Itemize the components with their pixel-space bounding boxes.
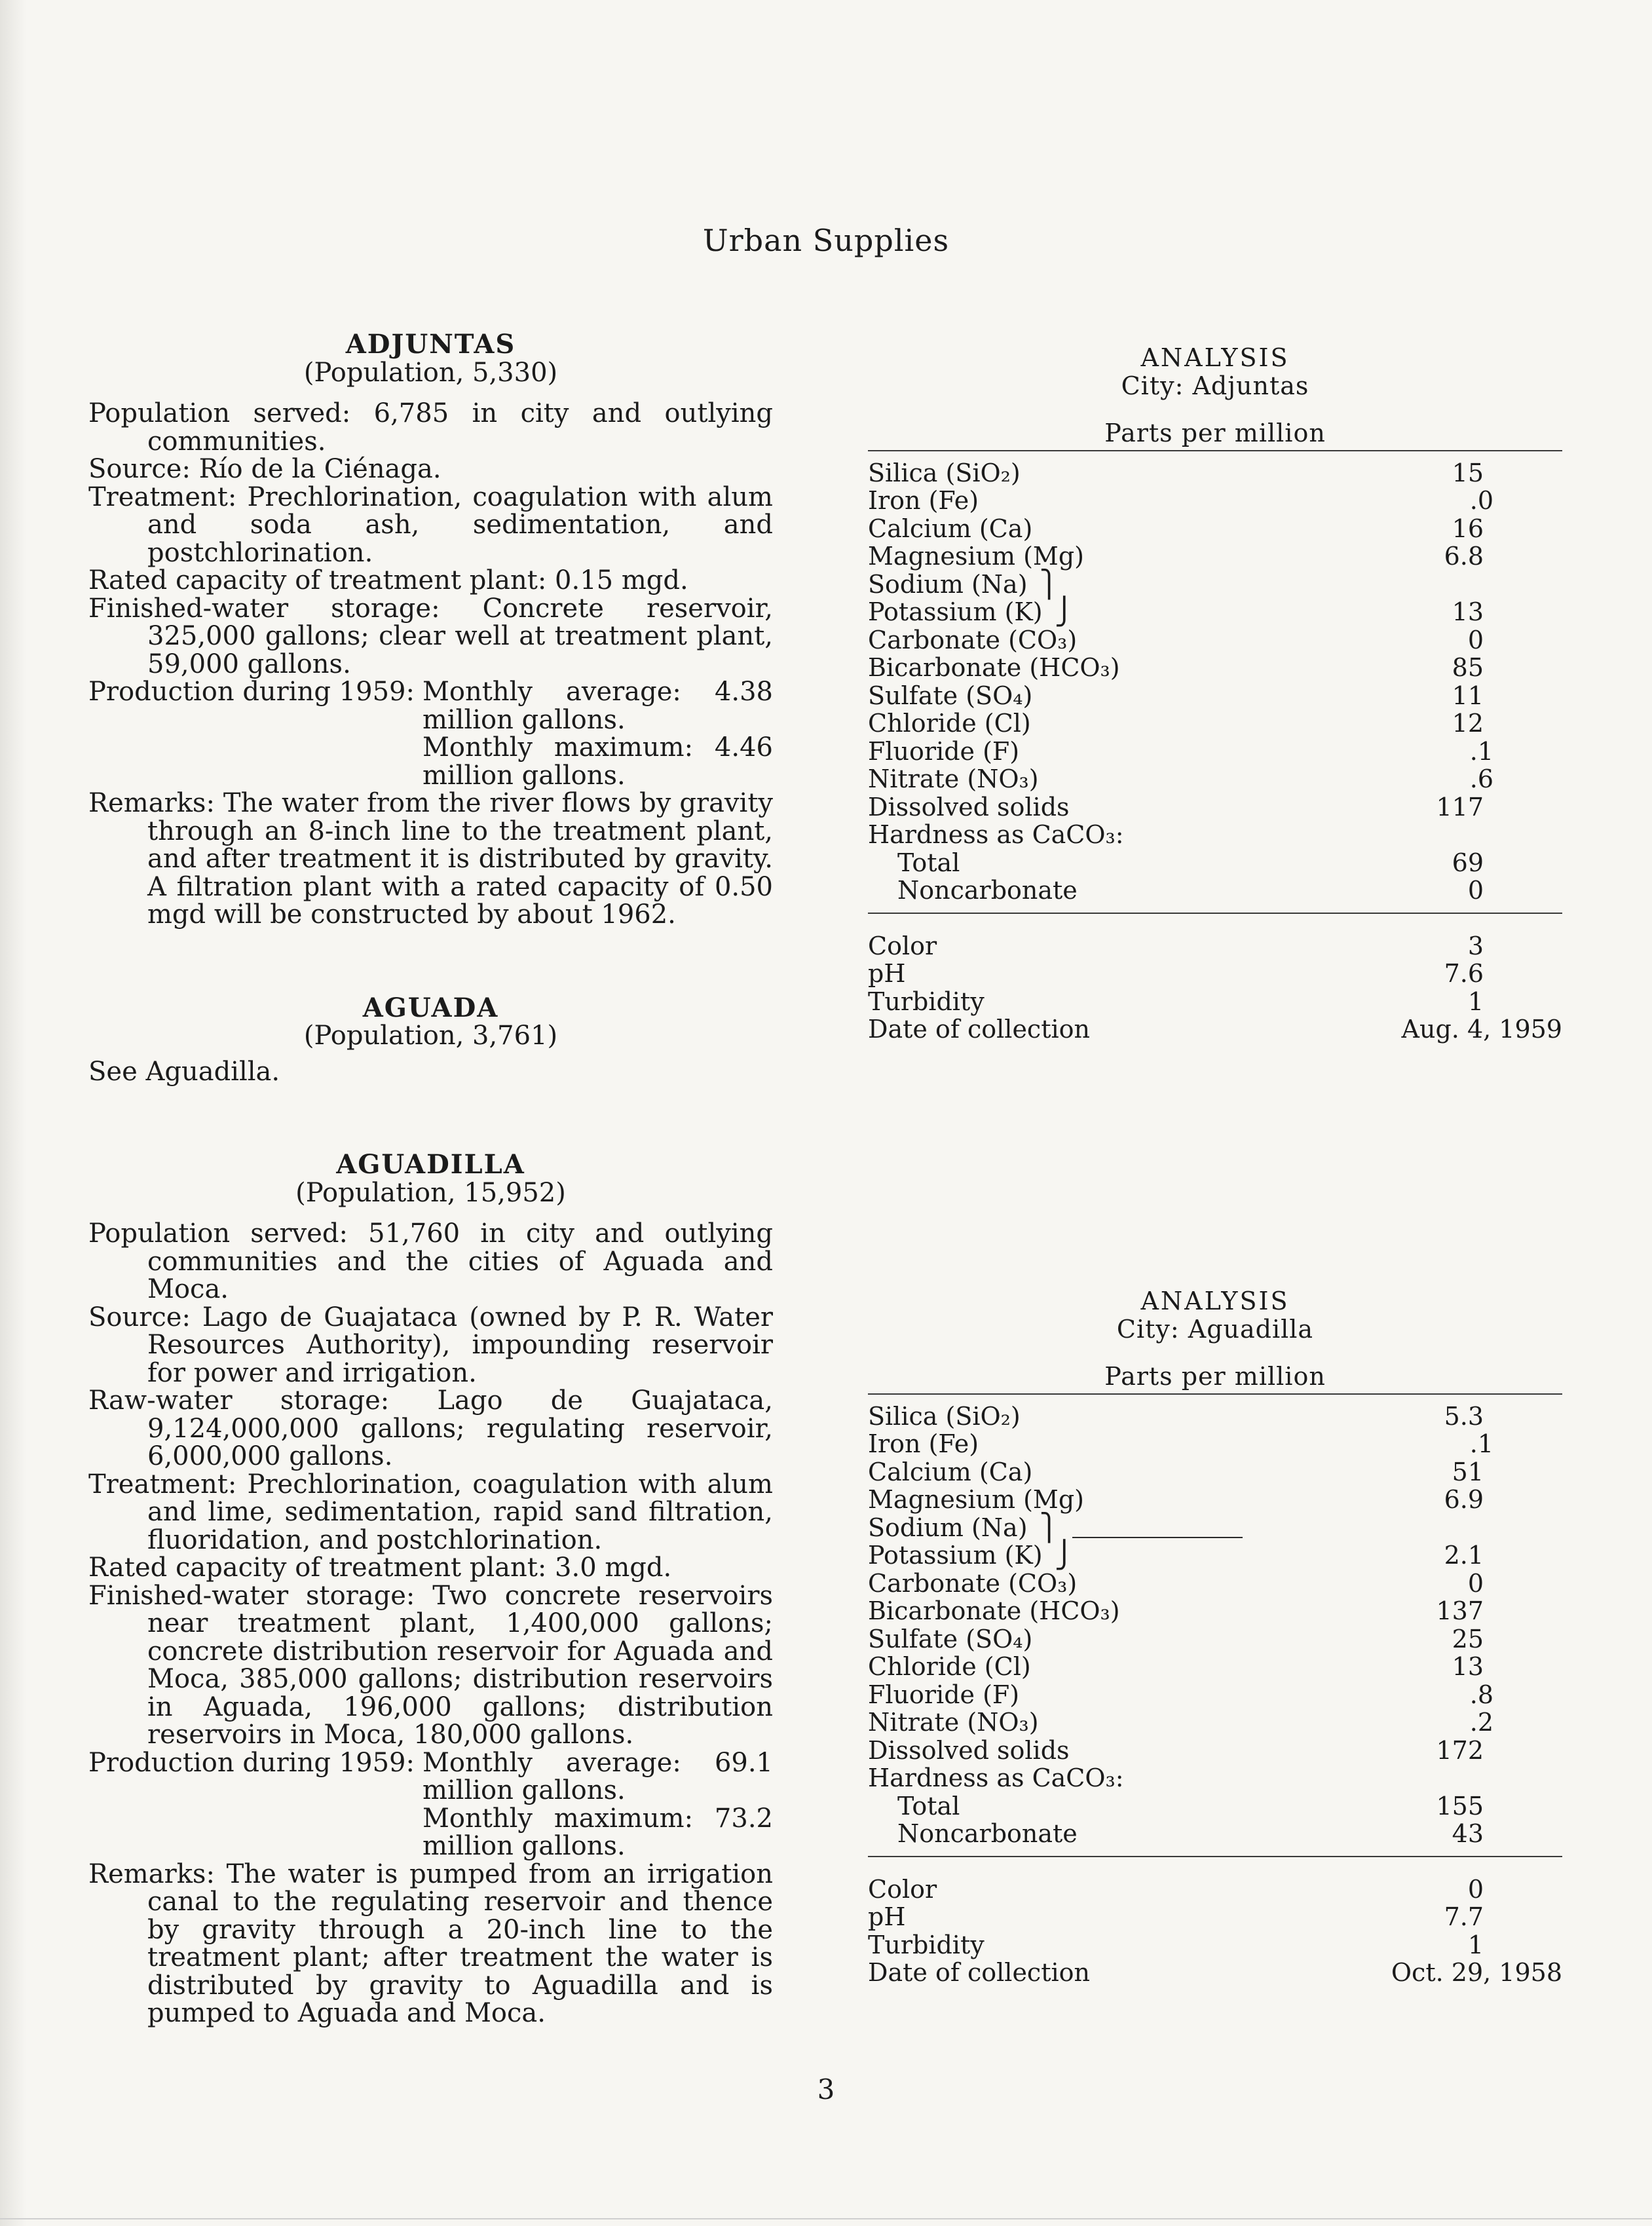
analysis-row xyxy=(868,1458,1562,1486)
raw-water-storage: Raw-water storage: Lago de Guajataca, 9,124,000,000 gallons; regulating reservoir, 6,000,000 gallons. xyxy=(88,1386,773,1471)
row-label-text: Hardness as CaCO₃: xyxy=(868,820,1124,849)
analysis-row-label xyxy=(868,1681,1436,1709)
row-label-text: Sulfate (SO₄) xyxy=(868,1624,1033,1653)
analysis-units: Parts per million xyxy=(1104,1362,1326,1391)
scan-bottom-edge xyxy=(0,2218,1652,2219)
rated-capacity: Rated capacity of treatment plant: 3.0 mgd. xyxy=(88,1553,672,1583)
analysis-row-label xyxy=(868,877,1436,905)
analysis-row-label: Turbidity xyxy=(868,987,985,1016)
table-rule-bottom xyxy=(868,913,1562,914)
analysis-row-value: 1 xyxy=(1467,1930,1484,1959)
analysis-row xyxy=(868,1625,1562,1653)
analysis-row-label xyxy=(868,709,1436,738)
analysis-row-label xyxy=(868,765,1436,793)
analysis-row xyxy=(868,598,1562,626)
analysis-row-label xyxy=(868,459,1436,487)
analysis-row xyxy=(868,1403,1562,1431)
analysis-extra-table xyxy=(868,932,1562,1044)
analysis-row-label xyxy=(868,1486,1436,1514)
analysis-row-value: 5.3 xyxy=(1444,1401,1484,1431)
analysis-row-value: 117 xyxy=(1436,792,1484,821)
entry-title: AGUADA xyxy=(362,992,499,1023)
analysis-table xyxy=(868,459,1562,905)
analysis-row-label xyxy=(868,598,1436,626)
analysis-row xyxy=(868,821,1562,849)
row-label-text: Bicarbonate (HCO₃) xyxy=(868,653,1120,682)
analysis-extra-row xyxy=(868,932,1562,960)
entry-aguadilla xyxy=(88,1151,773,2028)
analysis-extra-table xyxy=(868,1876,1562,1987)
analysis-city: City: Adjuntas xyxy=(1121,371,1309,400)
production-maximum: Monthly maximum: 4.46 million gallons. xyxy=(422,732,773,791)
analysis-row-value: 172 xyxy=(1436,1735,1484,1765)
row-label-text: Potassium (K) xyxy=(868,597,1043,626)
analysis-row-label xyxy=(868,1570,1436,1598)
analysis-row xyxy=(868,571,1562,599)
analysis-row-value: 11 xyxy=(1452,681,1484,710)
analysis-row-value: 1 xyxy=(1467,987,1484,1016)
table-rule-bottom xyxy=(868,1856,1562,1857)
analysis-row xyxy=(868,654,1562,682)
analysis-title: ANALYSIS xyxy=(1140,1287,1290,1315)
analysis-row xyxy=(868,1820,1562,1848)
analysis-row xyxy=(868,515,1562,543)
analysis-row-label xyxy=(868,1764,1436,1792)
analysis-row-value: 16 xyxy=(1452,514,1484,543)
entry-title: AGUADILLA xyxy=(336,1149,525,1180)
production xyxy=(88,1749,773,1860)
entry-population: (Population, 15,952) xyxy=(295,1177,566,1208)
analysis-row-value: 7.6 xyxy=(1444,959,1484,988)
analysis-row xyxy=(868,682,1562,710)
analysis-row xyxy=(868,626,1562,654)
production-maximum: Monthly maximum: 73.2 million gallons. xyxy=(422,1803,773,1861)
analysis-row-value xyxy=(1436,571,1562,599)
analysis-aguadilla xyxy=(868,1287,1562,1987)
analysis-row-value: 85 xyxy=(1452,653,1484,682)
analysis-row-value: 0 xyxy=(1467,1568,1484,1598)
scan-edge-shadow xyxy=(0,0,26,2226)
analysis-extra-row xyxy=(868,1015,1562,1044)
analysis-row-label: Date of collection xyxy=(868,1015,1090,1044)
analysis-row-value: 7.7 xyxy=(1444,1902,1484,1931)
production-average: Monthly average: 69.1 million gallons. xyxy=(422,1747,773,1805)
analysis-row-label xyxy=(868,1820,1436,1848)
source: Source: Lago de Guajataca (owned by P. R. Water Resources Authority), impounding reservoir for power and irrigation. xyxy=(88,1302,773,1388)
analysis-row-value xyxy=(1436,1764,1562,1792)
production xyxy=(88,678,773,789)
row-label-text: Magnesium (Mg) xyxy=(868,542,1084,571)
row-label-text: Silica (SiO₂) xyxy=(868,458,1021,487)
row-label-text: Hardness as CaCO₃: xyxy=(868,1764,1124,1792)
analysis-row-label xyxy=(868,487,1436,515)
row-label-text: Total xyxy=(897,848,960,877)
analysis-row xyxy=(868,1764,1562,1792)
row-label-text: Total xyxy=(897,1791,960,1820)
analysis-row-value: 6.9 xyxy=(1444,1485,1484,1514)
row-label-text: Dissolved solids xyxy=(868,792,1070,821)
analysis-row-label xyxy=(868,1625,1436,1653)
entry-adjuntas xyxy=(88,331,773,929)
analysis-row-label xyxy=(868,1458,1436,1486)
analysis-row-label xyxy=(868,571,1436,599)
analysis-row-label xyxy=(868,738,1436,766)
analysis-row xyxy=(868,709,1562,738)
analysis-row-value: 13 xyxy=(1452,1652,1484,1681)
analysis-row-value: 0 xyxy=(1467,876,1484,905)
analysis-row xyxy=(868,1681,1562,1709)
analysis-row-value: 137 xyxy=(1436,1596,1484,1625)
brace-mark: ⎭ xyxy=(1054,1540,1074,1570)
population-served: Population served: 51,760 in city and outlying communities and the cities of Aguada and Moca. xyxy=(88,1218,773,1304)
row-label-text: Calcium (Ca) xyxy=(868,1457,1033,1486)
analysis-extra-row xyxy=(868,1876,1562,1904)
remarks: Remarks: The water is pumped from an irrigation canal to the regulating reservoir and thence by gravity through a 20-inch line to the treatment plant; after treatment the water is distributed by gravity to Aguadilla and is pumped to Aguada and Moca. xyxy=(88,1858,773,2028)
analysis-row-label xyxy=(868,793,1436,821)
row-label-text: Iron (Fe) xyxy=(868,1429,979,1458)
population-served: Population served: 6,785 in city and outlying communities. xyxy=(88,398,773,457)
treatment: Treatment: Prechlorination, coagulation with alum and soda ash, sedimentation, and postchlorination. xyxy=(88,481,773,568)
analysis-row-value: 0 xyxy=(1467,625,1484,654)
row-label-text: Nitrate (NO₃) xyxy=(868,764,1039,793)
analysis-row xyxy=(868,542,1562,571)
analysis-row-label xyxy=(868,515,1436,543)
row-label-text: Fluoride (F) xyxy=(868,1680,1020,1709)
analysis-row-label: Turbidity xyxy=(868,1930,985,1959)
analysis-row-label xyxy=(868,1737,1436,1765)
analysis-row-value: 13 xyxy=(1452,597,1484,626)
analysis-row-value: .1 xyxy=(1469,736,1493,766)
entry-title: ADJUNTAS xyxy=(345,329,516,360)
left-column xyxy=(88,331,773,2028)
analysis-row xyxy=(868,1792,1562,1820)
analysis-row-value: 6.8 xyxy=(1444,542,1484,571)
analysis-row xyxy=(868,765,1562,793)
analysis-row-label: Color xyxy=(868,931,937,960)
analysis-row-label xyxy=(868,682,1436,710)
analysis-row-value: 25 xyxy=(1452,1624,1484,1653)
analysis-row xyxy=(868,1597,1562,1625)
analysis-row xyxy=(868,1486,1562,1514)
analysis-row-value xyxy=(1436,1514,1562,1542)
analysis-units: Parts per million xyxy=(1104,419,1326,447)
analysis-row-value: .1 xyxy=(1469,1429,1493,1458)
analysis-adjuntas xyxy=(868,344,1562,1044)
row-label-text: Sodium (Na) xyxy=(868,569,1028,599)
analysis-row-label xyxy=(868,542,1436,571)
row-label-text: Calcium (Ca) xyxy=(868,514,1033,543)
row-label-text: Noncarbonate xyxy=(897,1819,1078,1848)
analysis-row xyxy=(868,738,1562,766)
page-number: 3 xyxy=(817,2073,835,2105)
analysis-row-label xyxy=(868,1430,1436,1458)
analysis-row-value: .8 xyxy=(1469,1680,1493,1709)
row-label-text: Nitrate (NO₃) xyxy=(868,1708,1039,1737)
analysis-extra-row xyxy=(868,1931,1562,1959)
analysis-row-value: 12 xyxy=(1452,709,1484,738)
analysis-row-value: 2.1 xyxy=(1444,1541,1484,1570)
analysis-row xyxy=(868,1514,1562,1542)
analysis-row-value: 0 xyxy=(1467,1874,1484,1904)
row-label-text: Fluoride (F) xyxy=(868,736,1020,766)
row-label-text: Carbonate (CO₃) xyxy=(868,625,1078,654)
analysis-row-label xyxy=(868,821,1436,849)
analysis-row xyxy=(868,459,1562,487)
production-label: Production during 1959: xyxy=(88,677,415,707)
row-label-text: Carbonate (CO₃) xyxy=(868,1568,1078,1598)
analysis-row-label xyxy=(868,1403,1436,1431)
brace-mark: ⎫ xyxy=(1039,1512,1059,1543)
analysis-row-value: .2 xyxy=(1469,1708,1493,1737)
analysis-row-label xyxy=(868,1514,1436,1542)
analysis-row xyxy=(868,1541,1562,1570)
analysis-row-label xyxy=(868,1541,1436,1570)
analysis-row-value xyxy=(1436,821,1562,849)
analysis-row xyxy=(868,1430,1562,1458)
analysis-row-label xyxy=(868,626,1436,654)
analysis-city: City: Aguadilla xyxy=(1116,1314,1314,1344)
row-label-text: Bicarbonate (HCO₃) xyxy=(868,1596,1120,1625)
treatment: Treatment: Prechlorination, coagulation with alum and lime, sedimentation, rapid sand filtration, fluoridation, and postchlorination. xyxy=(88,1469,773,1555)
row-label-text: Noncarbonate xyxy=(897,876,1078,905)
analysis-row-value: 155 xyxy=(1436,1791,1484,1820)
analysis-row xyxy=(868,849,1562,877)
analysis-extra-row xyxy=(868,1959,1562,1987)
analysis-row xyxy=(868,487,1562,515)
analysis-row-label: pH xyxy=(868,959,906,988)
analysis-row-value: .6 xyxy=(1469,764,1493,793)
analysis-row-label: Color xyxy=(868,1874,937,1904)
entry-aguada xyxy=(88,994,773,1086)
finished-water-storage: Finished-water storage: Two concrete reservoirs near treatment plant, 1,400,000 gallons; concrete distribution reservoir for Aguada and Moca, 385,000 gallons; distribution reservoirs in Aguada, 196,000 gallons; distribution reservoirs in Moca, 180,000 gallons. xyxy=(88,1580,773,1750)
entry-population: (Population, 5,330) xyxy=(303,357,558,388)
row-label-text: Iron (Fe) xyxy=(868,486,979,515)
source: Source: Río de la Ciénaga. xyxy=(88,454,441,484)
rated-capacity: Rated capacity of treatment plant: 0.15 mgd. xyxy=(88,565,688,595)
brace-mark: ⎫ xyxy=(1039,569,1059,599)
analysis-row-value: Oct. 29, 1958 xyxy=(1391,1958,1562,1987)
analysis-row xyxy=(868,1708,1562,1737)
production-average: Monthly average: 4.38 million gallons. xyxy=(422,677,773,735)
analysis-row-label: Date of collection xyxy=(868,1958,1090,1987)
analysis-row-value: Aug. 4, 1959 xyxy=(1401,1015,1562,1044)
analysis-row-label xyxy=(868,654,1436,682)
analysis-row-label: pH xyxy=(868,1902,906,1931)
row-label-text: Magnesium (Mg) xyxy=(868,1485,1084,1514)
analysis-extra-row xyxy=(868,988,1562,1016)
row-label-text: Sodium (Na) xyxy=(868,1513,1028,1542)
table-rule-top xyxy=(868,1393,1562,1395)
analysis-row-label xyxy=(868,1708,1436,1737)
analysis-extra-row xyxy=(868,960,1562,988)
remarks: Remarks: The water from the river flows by gravity through an 8-inch line to the treatment plant, and after treatment it is distributed by gravity. A filtration plant with a rated capacity of 0.50 mgd will be constructed by about 1962. xyxy=(88,788,773,930)
row-label-text: Chloride (Cl) xyxy=(868,709,1031,738)
analysis-row xyxy=(868,1737,1562,1765)
analysis-row xyxy=(868,1570,1562,1598)
brace-mark: ⎭ xyxy=(1054,597,1074,627)
production-label: Production during 1959: xyxy=(88,1747,415,1778)
analysis-row-label xyxy=(868,1597,1436,1625)
analysis-row-value: 3 xyxy=(1467,931,1484,960)
analysis-row-label xyxy=(868,1792,1436,1820)
analysis-row-value: 15 xyxy=(1452,458,1484,487)
analysis-row-label xyxy=(868,1653,1436,1681)
entry-population: (Population, 3,761) xyxy=(303,1021,558,1051)
row-label-text: Sulfate (SO₄) xyxy=(868,681,1033,710)
analysis-row xyxy=(868,1653,1562,1681)
analysis-row-value: 51 xyxy=(1452,1457,1484,1486)
leader-line xyxy=(1072,1521,1243,1538)
row-label-text: Dissolved solids xyxy=(868,1735,1070,1765)
analysis-row xyxy=(868,877,1562,905)
see-reference: See Aguadilla. xyxy=(88,1056,280,1087)
analysis-row xyxy=(868,793,1562,821)
row-label-text: Silica (SiO₂) xyxy=(868,1401,1021,1431)
page-header: Urban Supplies xyxy=(702,223,950,258)
analysis-row-label xyxy=(868,849,1436,877)
analysis-row-value: 43 xyxy=(1452,1819,1484,1848)
analysis-extra-row xyxy=(868,1903,1562,1931)
table-rule-top xyxy=(868,450,1562,451)
analysis-table xyxy=(868,1403,1562,1848)
row-label-text: Chloride (Cl) xyxy=(868,1652,1031,1681)
analysis-row-value: .0 xyxy=(1469,486,1493,515)
finished-water-storage: Finished-water storage: Concrete reservoir, 325,000 gallons; clear well at treatment plant, 59,000 gallons. xyxy=(88,593,773,679)
row-label-text: Potassium (K) xyxy=(868,1541,1043,1570)
analysis-title: ANALYSIS xyxy=(1140,343,1290,372)
analysis-row-value: 69 xyxy=(1452,848,1484,877)
